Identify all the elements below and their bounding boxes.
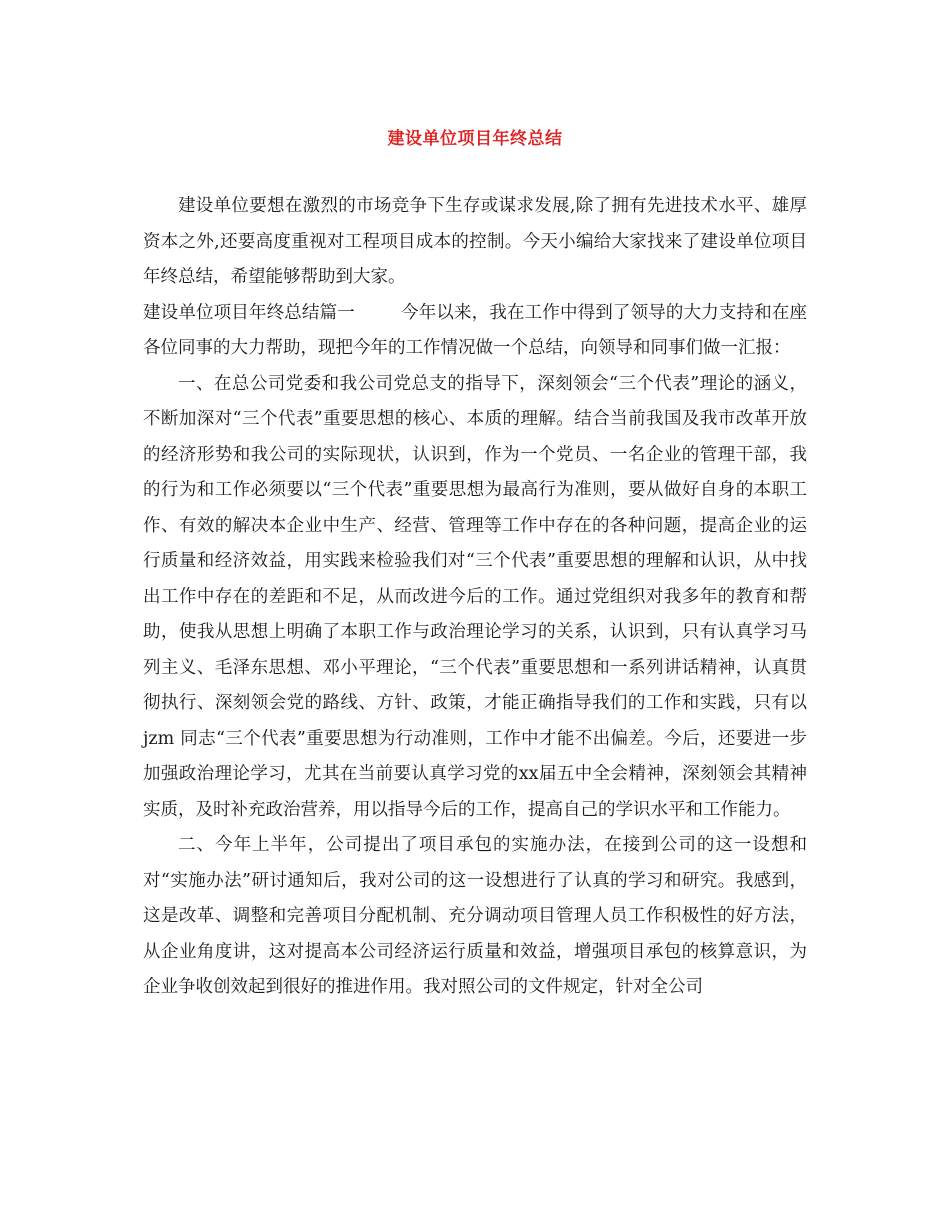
paragraph-two: 二、今年上半年，公司提出了项目承包的实施办法，在接到公司的这一设想和对“实施办法”研讨通知后，我对公司的这一设想进行了认真的学习和研究。我感到，这是改革、调整和完善项目分配机制、充分调动项目管理人员工作积极性的好方法，从企业角度讲，这对提高本公司经济运行质量和效益，增强项目承包的核算意识，为企业争收创效起到很好的推进作用。我对照公司的文件规定，针对全公司 (143, 835, 807, 997)
section-opening: 今年以来，我在工作中得到了领导的大力支持和在座各位同事的大力帮助，现把今年的工作情况做一个总结，向领导和同事们做一汇报： (143, 302, 808, 358)
document-body (143, 189, 807, 1006)
section-heading: 建设单位项目年终总结篇一 (143, 302, 355, 323)
section-line (143, 296, 807, 367)
document-title: 建设单位项目年终总结 (387, 129, 563, 149)
paragraph-one: 一、在总公司党委和我公司党总支的指导下，深刻领会“三个代表”理论的涵义，不断加深对“三个代表”重要思想的核心、本质的理解。结合当前我国及我市改革开放的经济形势和我公司的实际现状，认识到，作为一个党员、一名企业的管理干部，我的行为和工作必须要以“三个代表”重要思想为最高行为准则，要从做好自身的本职工作、有效的解决本企业中生产、经营、管理等工作中存在的各种问题，提高企业的运行质量和经济效益，用实践来检验我们对“三个代表”重要思想的理解和认识，从中找出工作中存在的差距和不足，从而改进今后的工作。通过党组织对我多年的教育和帮助，使我从思想上明确了本职工作与政治理论学习的关系，认识到，只有认真学习马列主义、毛泽东思想、邓小平理论，“三个代表”重要思想和一系列讲话精神，认真贯彻执行、深刻领会党的路线、方针、政策，才能正确指导我们的工作和实践，只有以 jzm 同志“三个代表”重要思想为行动准则，工作中才能不出偏差。今后，还要进一步加强政治理论学习，尤其在当前要认真学习党的xx届五中全会精神，深刻领会其精神实质，及时补充政治营养，用以指导今后的工作，提高自己的学识水平和工作能力。 (143, 373, 807, 820)
intro-paragraph: 建设单位要想在激烈的市场竞争下生存或谋求发展,除了拥有先进技术水平、雄厚资本之外,还要高度重视对工程项目成本的控制。今天小编给大家找来了建设单位项目年终总结，希望能够帮助到大家。 (143, 196, 807, 287)
